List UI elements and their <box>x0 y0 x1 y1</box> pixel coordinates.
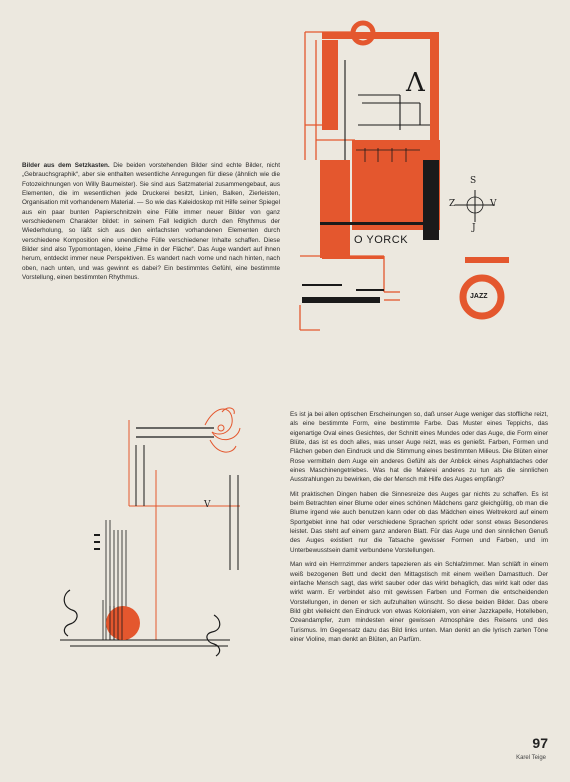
letter-lambda: Λ <box>406 68 425 98</box>
bottom-paragraph: Man wird ein Herrnzimmer anders tapezieren als ein Schlafzimmer. Man schläft in einem weiß bezogenen Bett und deckt den Mittagstisch mit einem weißen Damasttuch. Der einfache Mensch sagt, das wirkt sauber oder das wirkt behaglich, das wirkt kalt oder das wirkt warm. Er verbindet also mit gewissen Farben und Formen die entscheidenden Vorstellungen, in denen er sich aufzuhalten wünscht. So diese beiden Bilder. Das obere Bild gibt vielleicht den Eindruck von etwas Kolonialem, von einer Jazzkapelle, Hotelleben, Ozeandampfer, zum mindesten einer gewissen Atmosphäre des Reisens und des Turismus. Im Gegensatz dazu das Bild links unten. Man denkt an die lyrisch zarten Töne einer Violine, man denkt an Blüten, an Parfüm. <box>290 561 548 643</box>
compass-s: S <box>470 176 477 186</box>
compass-z: Z <box>449 199 456 209</box>
compass-j: J <box>472 223 476 233</box>
bottom-paragraph: Es ist ja bei allen optischen Erscheinungen so, daß unser Auge weniger das stoffliche reizt, als eine bestimmte Form, eine bestimmte Farbe. Das Muster eines Teppichs, das eigenartige Oval eines Gesichtes, der Schnitt eines Mundes oder das Auge, die Form einer Blüte, das ist es doch alles, was unser Auge reizt, was es genießt. Farben, Formen und Flächen geben den Eindruck und die Stimmung eines bestimmten Milieus. Die Blüten einer Rose vermitteln dem Auge ein anderes Gefühl als der Anblick eines Asphaltdaches oder eines Maschinengetriebes. Was hat die Malerei anderes zu tun als die sinnlichen Ausstrahlungen zu bewirken, die der Mensch mit Hilfe des Auges empfängt? <box>290 411 548 484</box>
top-article-body: Die beiden vorstehenden Bilder sind echte Bilder, nicht „Gebrauchsgraphik“, aber sie enthalten wesentliche Anregungen für diese (ähnlich wie die Fotozeichnungen von Willy Baumeister). Sie sind aus Satzmaterial zusammengebaut, aus Elementen, die im wesentlichen jede Druckerei besitzt, Linien, Balken, Zierleisten, Organisation mit vorhandenem Material. — So wie das Kaleidoskop mit Hilfe seiner Spiegel aus ein paar bunten Papierschnitzeln eine Fülle immer neuer Bilder von ganz verschiedenem Charakter bildet: in seinem Fall lediglich durch den Rhythmus der Wiederholung, so läßt sich aus den einfachsten vorhandenen Elementen durch verschiedene Komposition eine unendliche Fülle verschiedener Inhalte schaffen. Diese Bilder sind also Typomontagen, kleine „Filme in der Fläche“. Das Auge wandert auf ihnen herum, entdeckt immer neue Perspektiven. Es wandert nach vorne und nach hinten, nach oben, nach unten, und was gewinnt es dabei? Ein bestimmtes Gefühl, eine bestimmte Vorstellung, einen bestimmten Rhythmus. <box>22 162 280 282</box>
bottom-article <box>290 410 548 649</box>
author-credit: Karel Teige <box>516 755 546 761</box>
jazz-label: JAZZ <box>470 293 488 300</box>
compass-v: V <box>490 199 497 209</box>
name-label: O YORCK <box>354 234 409 246</box>
letter-v: V <box>204 500 211 510</box>
bottom-paragraph: Mit praktischen Dingen haben die Sinnesreize des Auges gar nichts zu schaffen. Es ist beim Betrachten einer Blume oder eines schönen Mädchens ganz gleichgültig, ob man die Blume irgend wie auch benutzen kann oder ob das Mädchen eines Weltrekord auf einem Sportgebiet inne hat oder verschiedene Sprachen spricht oder sonst etwas Besonderes leistet. Das steht auf einem ganz anderen Blatt. Für das Auge und den sinnlichen Genuß des Auges existiert nur die Tatsache gewisser Formen und Farben, und im Unterbewusstsein damit verbundene Vorstellungen. <box>290 490 548 554</box>
flourish-ornament <box>205 408 240 452</box>
page-number: 97 <box>532 735 548 751</box>
top-article-lead: Bilder aus dem Setzkasten. <box>22 162 110 169</box>
orange-disk <box>106 606 140 640</box>
